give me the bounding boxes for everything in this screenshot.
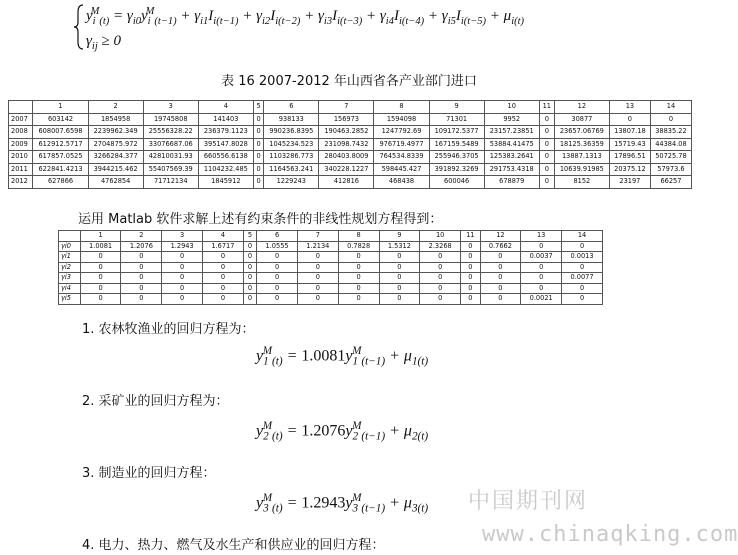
table-cell: 0 [379,262,420,273]
table-cell: 617857.0525 [33,151,88,164]
column-header: 13 [609,101,650,114]
table-row [9,138,692,151]
table-cell: 0 [203,262,244,273]
table-cell: 0.0021 [521,294,562,305]
table-cell: 0 [253,176,263,189]
table-cell: 0 [562,294,603,305]
table-row [9,163,692,176]
heading-mining: 2. 采矿业的回归方程为： [82,394,229,409]
row-label: 2008 [9,126,33,139]
column-header: 7 [319,101,374,114]
table-cell: 1.0081 [80,241,121,252]
table-cell: 0 [338,252,379,263]
table-header-row [9,101,692,114]
table-cell: 0 [562,241,603,252]
table-cell: 0 [162,273,203,284]
table-cell: 0 [539,138,554,151]
table-row [59,252,603,263]
table-cell: 678879 [484,176,539,189]
column-header: 8 [338,231,379,242]
table-cell: 0 [257,273,298,284]
table-cell: 1164563.241 [264,163,319,176]
table-cell: 141403 [198,113,253,126]
table-cell: 0 [80,294,121,305]
regression-equation-2: $y_2^M_{(t)} = 1.2076y_2^M_{(t-1)} + \mu_{2(t)}$ [256,420,429,443]
table-cell: 612912.5717 [33,138,88,151]
table-cell: 0 [243,241,256,252]
table-cell: 9952 [484,113,539,126]
table-cell: 0 [562,283,603,294]
table-cell: 4762854 [88,176,143,189]
table-cell: 2704875.972 [88,138,143,151]
table-cell: 0 [297,252,338,263]
table-cell: 2239962.349 [88,126,143,139]
column-header: 3 [143,101,198,114]
table-cell: 0 [243,252,256,263]
table-cell: 0 [562,262,603,273]
table-cell: 340228.1227 [319,163,374,176]
table-cell: 0 [243,273,256,284]
table-cell: 3266284.377 [88,151,143,164]
table-cell: 0 [253,151,263,164]
table1-caption: 表 16 2007-2012 年山西省各产业部门进口 [221,74,477,89]
table-cell: 0 [121,283,162,294]
column-header: 1 [80,231,121,242]
table-cell: 8152 [554,176,609,189]
table-cell: 25556328.22 [143,126,198,139]
column-header [9,101,33,114]
table-cell: 0 [539,176,554,189]
table-cell: 0.7662 [480,241,521,252]
column-header: 1 [33,101,88,114]
row-label: 2011 [9,163,33,176]
table-cell: 20375.12 [609,163,650,176]
table-row [9,126,692,139]
table-cell: 0 [253,113,263,126]
table-cell: 0 [203,283,244,294]
table-cell: 0 [162,283,203,294]
table-cell: 0 [80,262,121,273]
table-cell: 0 [121,262,162,273]
table-cell: 23197 [609,176,650,189]
column-header: 11 [539,101,554,114]
table-cell: 600046 [429,176,484,189]
table-cell: 0 [338,294,379,305]
table-cell: 0 [539,163,554,176]
table-cell: 38835.22 [650,126,691,139]
table-cell: 0 [480,252,521,263]
table-cell: 0 [420,283,461,294]
table-cell: 71301 [429,113,484,126]
row-label: γi1 [59,252,81,263]
table-cell: 19745808 [143,113,198,126]
row-label: 2009 [9,138,33,151]
table-cell: 603142 [33,113,88,126]
table-cell: 1247792.69 [374,126,429,139]
row-label: γi5 [59,294,81,305]
table-cell: 0 [338,283,379,294]
column-header [59,231,81,242]
table-cell: 0 [480,262,521,273]
table-cell: 391892.3269 [429,163,484,176]
table-cell: 0 [379,283,420,294]
left-brace [74,4,84,50]
table-cell: 0 [162,252,203,263]
table-cell: 1.2076 [121,241,162,252]
watermark-logo-text: 中国期刊网 [468,489,589,514]
table-cell: 0 [539,126,554,139]
heading-manufacturing: 3. 制造业的回归方程： [82,466,216,481]
table-cell: 15719.43 [609,138,650,151]
table-cell: 0.0037 [521,252,562,263]
table-cell: 167159.5489 [429,138,484,151]
table-cell: 0 [243,294,256,305]
table-cell: 2.3268 [420,241,461,252]
table-cell: 1845912 [198,176,253,189]
table-row [9,176,692,189]
table-cell: 18125.36359 [554,138,609,151]
table-cell: 0 [203,252,244,263]
table-cell: 0.7828 [338,241,379,252]
table-cell: 0 [121,273,162,284]
table-cell: 0 [461,262,480,273]
column-header: 14 [650,101,691,114]
table-cell: 1.0555 [257,241,298,252]
table-cell: 0.0077 [562,273,603,284]
table-cell: 0 [480,273,521,284]
table-cell: 0 [80,252,121,263]
table-cell: 23157.23851 [484,126,539,139]
intro-paragraph: 运用 Matlab 软件求解上述有约束条件的非线性规划方程得到： [78,212,443,227]
row-label: γi2 [59,262,81,273]
table-cell: 1854958 [88,113,143,126]
table-cell: 0 [420,294,461,305]
table-cell: 976719.4977 [374,138,429,151]
table-cell: 0 [420,252,461,263]
table-row [59,241,603,252]
column-header: 4 [203,231,244,242]
table-cell: 231098.7432 [319,138,374,151]
table-cell: 0 [257,252,298,263]
table-cell: 0 [121,294,162,305]
import-table [8,100,692,189]
column-header: 11 [461,231,480,242]
column-header: 3 [162,231,203,242]
table-cell: 0 [480,283,521,294]
table-cell: 0 [338,262,379,273]
table-cell: 0 [539,151,554,164]
table-cell: 30877 [554,113,609,126]
table-cell: 1229243 [264,176,319,189]
table-cell: 23657.06769 [554,126,609,139]
table-cell: 0 [203,273,244,284]
column-header: 4 [198,101,253,114]
table-cell: 0 [461,294,480,305]
table-cell: 1045234.523 [264,138,319,151]
table-cell: 109172.5377 [429,126,484,139]
row-label: 2007 [9,113,33,126]
column-header: 2 [88,101,143,114]
table-cell: 0 [521,283,562,294]
column-header: 2 [121,231,162,242]
table-cell: 0 [203,294,244,305]
table-cell: 0 [80,283,121,294]
table-row [9,113,692,126]
table-cell: 0 [379,252,420,263]
table-cell: 0 [420,262,461,273]
table-cell: 0 [521,241,562,252]
table-cell: 938133 [264,113,319,126]
table-cell: 0 [609,113,650,126]
table-cell: 71712134 [143,176,198,189]
table-cell: 42810031.93 [143,151,198,164]
column-header: 9 [379,231,420,242]
table-cell: 17896.51 [609,151,650,164]
column-header: 14 [562,231,603,242]
table-cell: 66257 [650,176,691,189]
table-header-row [59,231,603,242]
column-header: 9 [429,101,484,114]
column-header: 6 [264,101,319,114]
table-cell: 0 [80,273,121,284]
column-header: 8 [374,101,429,114]
table-cell: 44384.08 [650,138,691,151]
table-cell: 33076687.06 [143,138,198,151]
table-cell: 0 [121,252,162,263]
table-cell: 0 [420,273,461,284]
table-row [59,273,603,284]
table-cell: 53884.41475 [484,138,539,151]
table-cell: 0 [650,113,691,126]
coefficient-table [58,230,603,305]
table-cell: 0 [243,262,256,273]
table-cell: 764534.8339 [374,151,429,164]
row-label: γi0 [59,241,81,252]
table-cell: 1104232.485 [198,163,253,176]
table-cell: 57973.6 [650,163,691,176]
table-cell: 190463.2852 [319,126,374,139]
table-cell: 55407569.39 [143,163,198,176]
table-cell: 291753.4318 [484,163,539,176]
table-cell: 0 [257,283,298,294]
table-cell: 0 [379,273,420,284]
table-cell: 0 [257,262,298,273]
table-cell: 395147.8028 [198,138,253,151]
table-cell: 0 [162,294,203,305]
column-header: 5 [243,231,256,242]
table-cell: 468438 [374,176,429,189]
table-cell: 622841.4213 [33,163,88,176]
row-label: γi3 [59,273,81,284]
regression-equation-3: $y_3^M_{(t)} = 1.2943y_3^M_{(t-1)} + \mu_{3(t)}$ [256,492,429,515]
table-cell: 598445.427 [374,163,429,176]
table-cell: 0 [297,262,338,273]
column-header: 7 [297,231,338,242]
table-cell: 627866 [33,176,88,189]
table-cell: 0 [297,294,338,305]
table-cell: 255946.3705 [429,151,484,164]
table-cell: 0 [243,283,256,294]
table-cell: 50725.78 [650,151,691,164]
row-label: 2012 [9,176,33,189]
column-header: 6 [257,231,298,242]
table-cell: 0 [539,113,554,126]
column-header: 10 [484,101,539,114]
table-cell: 412816 [319,176,374,189]
table-cell: 0 [379,294,420,305]
watermark-url: www.chinaqking.com [482,522,738,547]
table-cell: 990236.8395 [264,126,319,139]
table-cell: 0 [338,273,379,284]
table-row [9,151,692,164]
column-header: 5 [253,101,263,114]
table-cell: 1103286.773 [264,151,319,164]
table-cell: 13807.18 [609,126,650,139]
table-cell: 0.0013 [562,252,603,263]
column-header: 12 [554,101,609,114]
table-cell: 0 [253,163,263,176]
table-cell: 0 [461,283,480,294]
table-cell: 0 [480,294,521,305]
table-cell: 1.6717 [203,241,244,252]
constraint-equation-line2: $\gamma_{ij} \ge 0$ [86,33,121,52]
row-label: 2010 [9,151,33,164]
table-cell: 0 [521,273,562,284]
table-cell: 0 [253,138,263,151]
column-header: 10 [420,231,461,242]
table-cell: 3944215.462 [88,163,143,176]
table-cell: 280403.8009 [319,151,374,164]
table-cell: 236379.1123 [198,126,253,139]
table-row [59,262,603,273]
table-cell: 156973 [319,113,374,126]
table-cell: 660556.6138 [198,151,253,164]
row-label: γi4 [59,283,81,294]
table-cell: 0 [162,262,203,273]
heading-utilities: 4. 电力、热力、燃气及水生产和供应业的回归方程： [82,538,385,553]
constraint-equation-line1: $y_i^M_{(t)} = \gamma_{i0}y_i^M_{(t-1)} + \gamma_{i1}I_{i(t-1)} + \gamma_{i2}I_{i(t-2)} + \gamma_{i3}I_{i(t-3)} + \gamma_{i4}I_{i(t-4)} + \gamma_{i5}I_{i(t-5)} + \mu_{i(t)}$ [86,6,525,27]
table-cell: 0 [257,294,298,305]
table-cell: 1.2943 [162,241,203,252]
table-cell: 0 [461,273,480,284]
table-cell: 0 [297,273,338,284]
table-cell: 125383.2641 [484,151,539,164]
table-cell: 13887.1313 [554,151,609,164]
table-cell: 1594098 [374,113,429,126]
table-cell: 1.5312 [379,241,420,252]
table-cell: 0 [461,252,480,263]
column-header: 12 [480,231,521,242]
table-row [59,283,603,294]
table-cell: 0 [521,262,562,273]
column-header: 13 [521,231,562,242]
heading-agriculture: 1. 农林牧渔业的回归方程为： [82,322,255,337]
table-cell: 0 [253,126,263,139]
table-cell: 1.2134 [297,241,338,252]
table-cell: 0 [297,283,338,294]
table-row [59,294,603,305]
table-cell: 608007.6598 [33,126,88,139]
regression-equation-1: $y_1^M_{(t)} = 1.0081y_1^M_{(t-1)} + \mu_{1(t)}$ [256,345,429,368]
table-cell: 10639.91985 [554,163,609,176]
table-cell: 0 [461,241,480,252]
